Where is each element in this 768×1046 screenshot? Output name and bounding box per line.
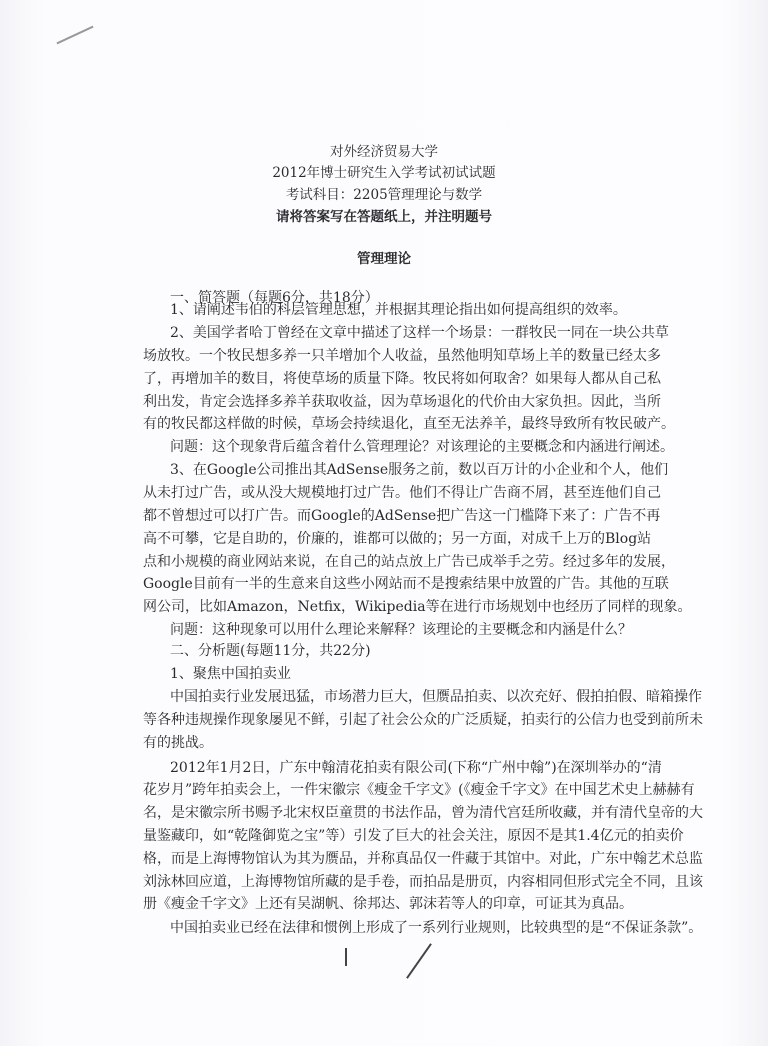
question-line: 都不曾想过可以打广告。而Google的AdSense把广告这一门槛降下来了：广告不再 bbox=[143, 508, 661, 524]
exam-title: 2012年博士研究生入学考试初试试题 bbox=[272, 165, 496, 181]
case-line: 有的挑战。 bbox=[143, 735, 213, 751]
question-prompt: 问题：这个现象背后蕴含着什么管理理论？对该理论的主要概念和内涵进行阐述。 bbox=[170, 439, 674, 455]
question-line: 有的牧民都这样做的时候，草场会持续退化，直至无法养羊，最终导致所有牧民破产。 bbox=[143, 416, 675, 432]
question-line: 3、在Google公司推出其AdSense服务之前，数以百万计的小企业和个人，他们 bbox=[170, 462, 669, 478]
case-line: 2012年1月2日，广东中翰清花拍卖有限公司(下称“广州中翰”)在深圳举办的“清 bbox=[170, 760, 662, 776]
answer-instruction: 请将答案写在答题纸上，并注明题号 bbox=[276, 209, 492, 225]
case-line: 中国拍卖行业发展迅猛，市场潜力巨大，但赝品拍卖、以次充好、假拍拍假、暗箱操作 bbox=[170, 689, 702, 705]
question-line: 了，再增加羊的数目，将使草场的质量下降。牧民将如何取舍？如果每人都从自己私 bbox=[143, 371, 661, 387]
question-line: 1、请阐述韦伯的科层管理思想，并根据其理论指出如何提高组织的效率。 bbox=[170, 302, 627, 318]
question-line: 从未打过广告，或从没大规模地打过广告。他们不得让广告商不屑，甚至连他们自己 bbox=[143, 485, 661, 501]
section-heading: 一、简答题（每题6分，共18分） bbox=[170, 290, 379, 306]
case-line: 等各种违规操作现象屡见不鲜，引起了社会公众的广泛质疑，拍卖行的公信力也受到前所未 bbox=[143, 712, 703, 728]
question-line: 2、美国学者哈丁曾经在文章中描述了这样一个场景：一群牧民一同在一块公共草 bbox=[170, 325, 669, 341]
case-line: 格，而是上海博物馆认为其为赝品，并称真品仅一件藏于其馆中。对此，广东中翰艺术总监 bbox=[143, 851, 703, 867]
question-line: 场放牧。一个牧民想多养一只羊增加个人收益，虽然他明知草场上羊的数量已经太多 bbox=[143, 348, 661, 364]
university-name: 对外经济贸易大学 bbox=[330, 144, 438, 160]
question-prompt: 问题：这种现象可以用什么理论来解释？该理论的主要概念和内涵是什么？ bbox=[170, 622, 632, 638]
case-line: 名，是宋徽宗所书赐予北宋权臣童贯的书法作品，曾为清代宫廷所收藏，并有清代皇帝的大 bbox=[143, 805, 703, 821]
section-title: 管理理论 bbox=[357, 251, 411, 267]
case-line: 花岁月”跨年拍卖会上，一件宋徽宗《瘦金千字文》(《瘦金千字文》在中国艺术史上赫赫有 bbox=[143, 782, 695, 798]
question-line: 高不可攀，它是自助的，价廉的，谁都可以做的；另一方面，对成千上万的Blog站 bbox=[143, 531, 652, 547]
case-line: 刘泳林回应道，上海博物馆所藏的是手卷，而拍品是册页，内容相同但形式完全不同，且该 bbox=[143, 874, 703, 890]
case-line: 中国拍卖业已经在法律和惯例上形成了一系列行业规则，比较典型的是“不保证条款”。 bbox=[170, 920, 703, 936]
case-line: 册《瘦金千字文》上还有吴湖帆、徐邦达、郭沫若等人的印章，可证其为真品。 bbox=[143, 896, 633, 912]
pen-mark bbox=[345, 948, 347, 966]
question-line: Google目前有一半的生意来自这些小网站而不是搜索结果中放置的广告。其他的互联 bbox=[143, 576, 669, 592]
case-line: 量鉴藏印，如“乾隆御览之宝”等）引发了巨大的社会关注，原因不是其1.4亿元的拍卖价 bbox=[143, 828, 684, 844]
question-line: 网公司，比如Amazon，Netfix，Wikipedia等在进行市场规划中也经历了同样的现象。 bbox=[143, 599, 692, 615]
staple-mark bbox=[56, 26, 93, 45]
pen-mark bbox=[406, 943, 432, 979]
question-line: 点和小规模的商业网站来说，在自己的站点放上广告已成举手之劳。经过多年的发展， bbox=[143, 554, 675, 570]
section-heading: 二、分析题(每题11分，共22分) bbox=[170, 643, 371, 659]
question-line: 利出发，肯定会选择多养羊获取收益，因为草场退化的代价由大家负担。因此，当所 bbox=[143, 394, 661, 410]
exam-subject: 考试科目：2205管理理论与数学 bbox=[285, 187, 483, 203]
case-title: 1、聚焦中国拍卖业 bbox=[170, 666, 291, 682]
